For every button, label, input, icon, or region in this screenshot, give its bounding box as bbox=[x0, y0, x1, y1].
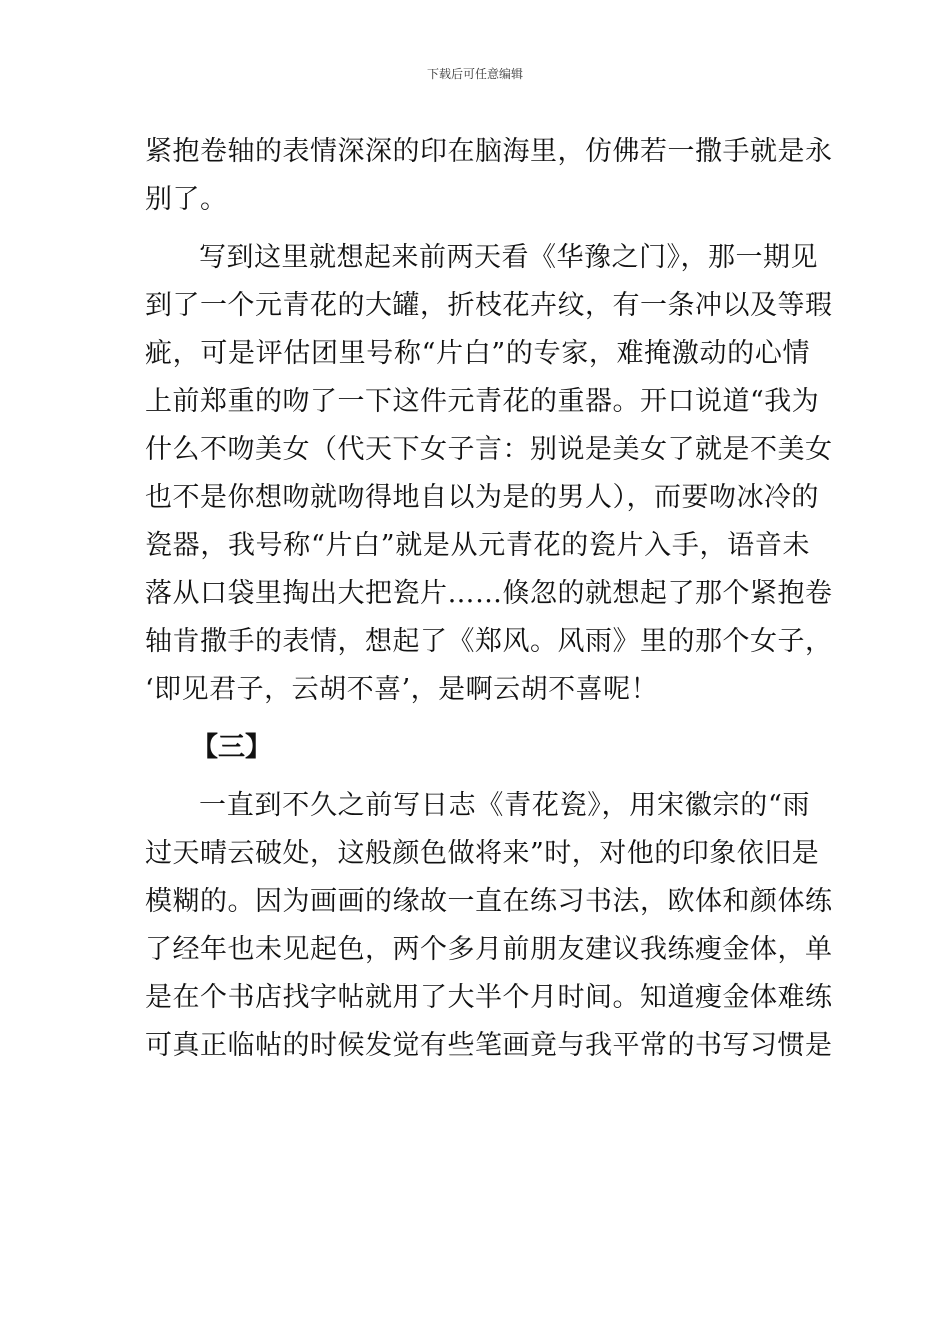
section-heading: 【三】 bbox=[191, 732, 272, 763]
text-line: 轴肯撒手的表情，想起了《郑风。风雨》里的那个女子， bbox=[145, 626, 833, 657]
paragraph-3 bbox=[145, 782, 833, 1070]
text-line: 写到这里就想起来前两天看《华豫之门》，那一期见 bbox=[199, 242, 818, 273]
text-line: 也不是你想吻就吻得地自以为是的男人），而要吻冰冷的 bbox=[145, 482, 819, 513]
document-body bbox=[145, 128, 833, 1080]
text-line: 瓷器，我号称“片白”就是从元青花的瓷片入手，语音未 bbox=[145, 530, 810, 561]
page-header: 下载后可任意编辑 bbox=[426, 67, 523, 81]
text-line: 落从口袋里掏出大把瓷片……倏忽的就想起了那个紧抱卷 bbox=[145, 578, 833, 609]
text-line: 紧抱卷轴的表情深深的印在脑海里，仿佛若一撒手就是永 bbox=[145, 136, 833, 167]
text-line: 过天晴云破处，这般颜色做将来”时，对他的印象依旧是 bbox=[145, 838, 820, 869]
paragraph-2 bbox=[145, 234, 833, 714]
paragraph-1 bbox=[145, 128, 833, 224]
text-line: 什么不吻美女（代天下女子言：别说是美女了就是不美女 bbox=[145, 434, 833, 465]
text-line: ‘即见君子，云胡不喜’，是啊云胡不喜呢！ bbox=[145, 674, 659, 705]
text-line: 了经年也未见起色，两个多月前朋友建议我练瘦金体，单 bbox=[145, 934, 833, 965]
text-line: 可真正临帖的时候发觉有些笔画竟与我平常的书写习惯是 bbox=[145, 1030, 833, 1061]
text-line: 一直到不久之前写日志《青花瓷》，用宋徽宗的“雨 bbox=[199, 790, 810, 821]
text-line: 疵，可是评估团里号称“片白”的专家，难掩激动的心情 bbox=[145, 338, 810, 369]
text-line: 到了一个元青花的大罐，折枝花卉纹，有一条冲以及等瑕 bbox=[145, 290, 833, 321]
text-line: 别了。 bbox=[145, 184, 228, 215]
text-line: 上前郑重的吻了一下这件元青花的重器。开口说道“我为 bbox=[145, 386, 820, 417]
text-line: 是在个书店找字帖就用了大半个月时间。知道瘦金体难练 bbox=[145, 982, 833, 1013]
text-line: 模糊的。因为画画的缘故一直在练习书法，欧体和颜体练 bbox=[145, 886, 833, 917]
